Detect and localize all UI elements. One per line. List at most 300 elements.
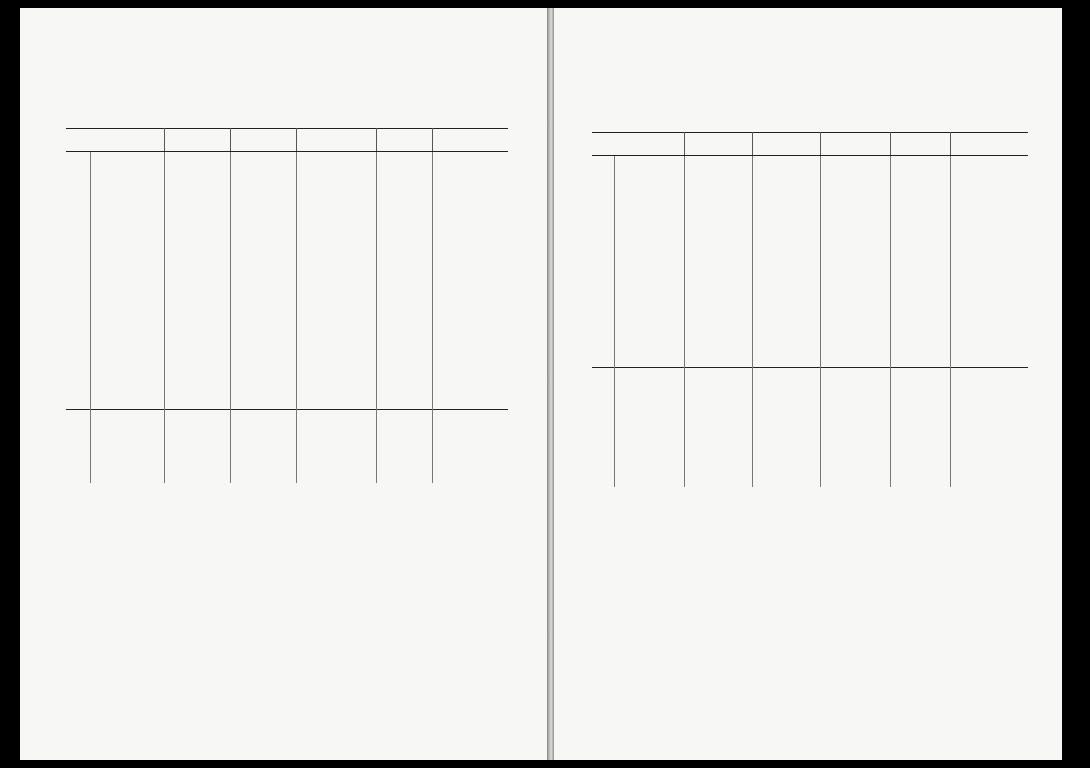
cell-bldg [296,437,376,446]
cell-cost [950,248,1028,257]
cell-bldg [820,184,890,193]
table-row [592,396,1028,405]
cell-date [164,428,230,437]
cell-bldg [296,345,376,354]
cell-site [752,165,820,174]
cell-date [684,156,752,166]
cell-cost [432,373,508,382]
cell-bldg [296,409,376,419]
cell-date [164,336,230,345]
cell-date [684,451,752,460]
cell-name [614,367,684,377]
cell-name [90,198,164,207]
table-row [592,441,1028,450]
cell-cost [950,294,1028,303]
cell-cost [432,428,508,437]
cell-bldg [296,235,376,244]
cell-date [684,396,752,405]
cell-name [614,266,684,275]
cell-cost [950,257,1028,266]
cell-date [684,266,752,275]
cell-site [230,373,296,382]
cell-cost [950,312,1028,321]
table-row [66,354,508,363]
cell-rooms [376,465,432,474]
table-row [592,285,1028,294]
cell-site [230,419,296,428]
cell-date [164,253,230,262]
cell-rooms [890,275,950,284]
cell-date [684,257,752,266]
cell-site [230,354,296,363]
table-row [66,382,508,391]
cell-site [752,349,820,368]
cell-name [614,285,684,294]
cell-date [684,202,752,211]
cell-date [684,377,752,386]
table-row [592,275,1028,284]
cell-site [752,266,820,275]
cell-date [164,308,230,317]
table-row [592,331,1028,340]
cell-rooms [376,354,432,363]
cell-site [230,207,296,216]
cell-cost [432,308,508,317]
cell-name [90,262,164,271]
cell-bldg [820,460,890,469]
cell-bldg [820,386,890,395]
table-row [66,207,508,216]
cell-site [752,220,820,229]
cell-date [684,441,752,450]
cell-cost [432,336,508,345]
cell-bldg [296,354,376,363]
cell-date [684,165,752,174]
category-label [66,409,90,483]
cell-bldg [820,423,890,432]
cell-site [752,377,820,386]
cell-date [164,373,230,382]
cell-bldg [820,230,890,239]
cell-cost [432,271,508,280]
cell-cost [950,386,1028,395]
cell-rooms [376,419,432,428]
cell-bldg [296,161,376,170]
cell-rooms [890,220,950,229]
cell-cost [432,290,508,299]
cell-rooms [376,345,432,354]
cell-bldg [820,248,890,257]
cell-name [90,308,164,317]
cell-date [164,474,230,483]
cell-rooms [376,253,432,262]
cell-name [90,290,164,299]
table-row [66,456,508,465]
cell-bldg [296,253,376,262]
cell-date [164,244,230,253]
cell-date [684,174,752,183]
table-row [66,161,508,170]
cell-site [752,230,820,239]
cell-bldg [296,327,376,336]
cell-cost [432,447,508,456]
table-row [66,281,508,290]
cell-date [684,405,752,414]
category-label [592,367,614,487]
cell-date [684,432,752,441]
cell-site [230,299,296,308]
cell-name [614,230,684,239]
cell-rooms [890,312,950,321]
cell-date [164,437,230,446]
cell-name [90,447,164,456]
cell-cost [432,345,508,354]
cell-bldg [296,207,376,216]
cell-name [90,253,164,262]
cell-bldg [820,294,890,303]
table-row [66,170,508,179]
cell-site [752,331,820,340]
cell-site [752,386,820,395]
cell-site [752,156,820,166]
cell-cost [950,165,1028,174]
table-row [66,391,508,410]
cell-date [684,303,752,312]
cell-site [230,428,296,437]
cell-name [90,170,164,179]
cell-cost [950,432,1028,441]
cell-rooms [890,193,950,202]
category-label [592,156,614,368]
category-label [66,152,90,410]
cell-date [684,414,752,423]
col-header [432,129,508,152]
cell-bldg [296,336,376,345]
table-row [592,414,1028,423]
cell-date [684,275,752,284]
table-row [592,367,1028,377]
cell-date [164,317,230,326]
cell-cost [950,303,1028,312]
cell-bldg [296,216,376,225]
cell-date [164,391,230,410]
cell-bldg [820,211,890,220]
cell-cost [950,414,1028,423]
table-row [592,340,1028,349]
cell-site [752,239,820,248]
cell-date [684,340,752,349]
table-row [66,253,508,262]
table-row [592,377,1028,386]
table-row [66,271,508,280]
cell-cost [432,161,508,170]
cell-cost [432,354,508,363]
cell-name [614,321,684,330]
cell-rooms [890,460,950,469]
cell-cost [432,226,508,235]
cell-name [90,345,164,354]
cell-site [752,460,820,469]
cell-site [752,441,820,450]
cell-bldg [820,451,890,460]
cell-date [684,211,752,220]
cell-bldg [296,290,376,299]
col-header [820,133,890,156]
cell-date [164,363,230,372]
cell-bldg [820,303,890,312]
cell-name [90,189,164,198]
cell-bldg [296,447,376,456]
cell-cost [432,419,508,428]
cell-name [90,382,164,391]
cell-date [164,189,230,198]
cell-date [164,409,230,419]
cell-name [90,161,164,170]
table-row [66,345,508,354]
cell-bldg [296,456,376,465]
cell-rooms [890,331,950,340]
table-row [592,220,1028,229]
cell-name [90,373,164,382]
cell-rooms [376,189,432,198]
cell-date [164,262,230,271]
cell-bldg [296,299,376,308]
table-row [66,465,508,474]
table-row [592,432,1028,441]
cell-name [614,386,684,395]
cell-bldg [296,281,376,290]
col-header [752,133,820,156]
cell-date [684,193,752,202]
cell-cost [432,180,508,189]
cell-rooms [376,317,432,326]
cell-rooms [376,281,432,290]
cell-date [164,170,230,179]
cell-name [90,428,164,437]
cell-bldg [296,465,376,474]
col-header [592,133,684,156]
cell-rooms [890,230,950,239]
cell-rooms [376,235,432,244]
cell-name [90,327,164,336]
cell-date [684,423,752,432]
cell-cost [950,331,1028,340]
cell-name [614,193,684,202]
table-row [592,349,1028,368]
cell-site [752,432,820,441]
cell-cost [432,317,508,326]
cell-date [164,281,230,290]
cell-rooms [890,451,950,460]
table-row [66,437,508,446]
cell-name [90,456,164,465]
table-row [592,193,1028,202]
table-row [66,409,508,419]
cell-rooms [890,441,950,450]
cell-bldg [820,331,890,340]
table-row [66,474,508,483]
cell-date [684,367,752,377]
cell-name [90,354,164,363]
cell-name [90,244,164,253]
cell-cost [950,423,1028,432]
school-table [66,128,508,483]
cell-bldg [296,391,376,410]
cell-cost [950,174,1028,183]
cell-date [164,456,230,465]
cell-date [164,382,230,391]
cell-name [614,432,684,441]
table-row [66,363,508,372]
cell-bldg [820,441,890,450]
table-row [592,294,1028,303]
cell-site [230,327,296,336]
cell-name [90,299,164,308]
cell-rooms [376,262,432,271]
cell-bldg [820,414,890,423]
cell-bldg [820,275,890,284]
cell-bldg [820,220,890,229]
cell-date [164,345,230,354]
cell-name [90,391,164,410]
cell-bldg [296,180,376,189]
table-row [66,447,508,456]
cell-rooms [376,244,432,253]
cell-name [90,437,164,446]
cell-rooms [890,266,950,275]
cell-rooms [376,447,432,456]
cell-site [230,216,296,225]
cell-cost [432,281,508,290]
cell-cost [432,152,508,162]
cell-rooms [376,152,432,162]
cell-cost [950,349,1028,368]
cell-date [164,207,230,216]
cell-rooms [376,299,432,308]
table-row [66,373,508,382]
cell-cost [432,437,508,446]
cell-date [164,198,230,207]
cell-bldg [820,285,890,294]
cell-site [752,367,820,377]
table-row [66,428,508,437]
cell-rooms [890,303,950,312]
cell-name [614,441,684,450]
table-row [66,235,508,244]
cell-cost [432,327,508,336]
table-row [66,299,508,308]
cell-rooms [890,367,950,377]
cell-rooms [890,184,950,193]
school-table [592,132,1028,487]
cell-bldg [296,262,376,271]
cell-date [684,230,752,239]
cell-bldg [296,308,376,317]
cell-name [614,396,684,405]
table-row [66,317,508,326]
table-row [66,244,508,253]
cell-site [752,202,820,211]
cell-cost [950,156,1028,166]
cell-name [90,216,164,225]
cell-cost [432,207,508,216]
cell-date [684,312,752,321]
cell-name [614,331,684,340]
cell-rooms [376,456,432,465]
cell-cost [432,198,508,207]
cell-rooms [376,437,432,446]
table-row [592,239,1028,248]
cell-rooms [890,174,950,183]
col-header [684,133,752,156]
cell-name [614,174,684,183]
cell-site [230,226,296,235]
table-row [66,290,508,299]
col-header [230,129,296,152]
cell-bldg [820,202,890,211]
cell-site [752,423,820,432]
cell-cost [432,189,508,198]
left-page [20,8,548,760]
cell-cost [950,321,1028,330]
cell-site [230,281,296,290]
cell-site [230,244,296,253]
cell-name [90,474,164,483]
table-row [592,184,1028,193]
cell-rooms [890,239,950,248]
cell-site [230,409,296,419]
cell-rooms [890,248,950,257]
cell-bldg [296,373,376,382]
cell-rooms [890,294,950,303]
cell-site [230,189,296,198]
cell-bldg [820,239,890,248]
table-row [66,189,508,198]
cell-rooms [890,321,950,330]
cell-name [614,423,684,432]
table-row [66,152,508,162]
cell-rooms [376,474,432,483]
cell-rooms [890,257,950,266]
cell-cost [432,253,508,262]
cell-date [684,248,752,257]
cell-site [230,290,296,299]
cell-cost [950,405,1028,414]
cell-date [684,469,752,487]
cell-cost [432,474,508,483]
cell-rooms [376,226,432,235]
cell-bldg [296,428,376,437]
cell-name [614,248,684,257]
cell-name [614,414,684,423]
col-header [164,129,230,152]
table-row [592,165,1028,174]
table-row [66,327,508,336]
cell-cost [950,396,1028,405]
cell-bldg [820,405,890,414]
right-page [554,8,1062,760]
cell-name [90,336,164,345]
cell-rooms [376,207,432,216]
cell-date [164,327,230,336]
cell-date [684,220,752,229]
cell-cost [950,460,1028,469]
cell-site [230,262,296,271]
cell-date [684,239,752,248]
cell-site [230,235,296,244]
cell-rooms [890,432,950,441]
cell-name [90,409,164,419]
